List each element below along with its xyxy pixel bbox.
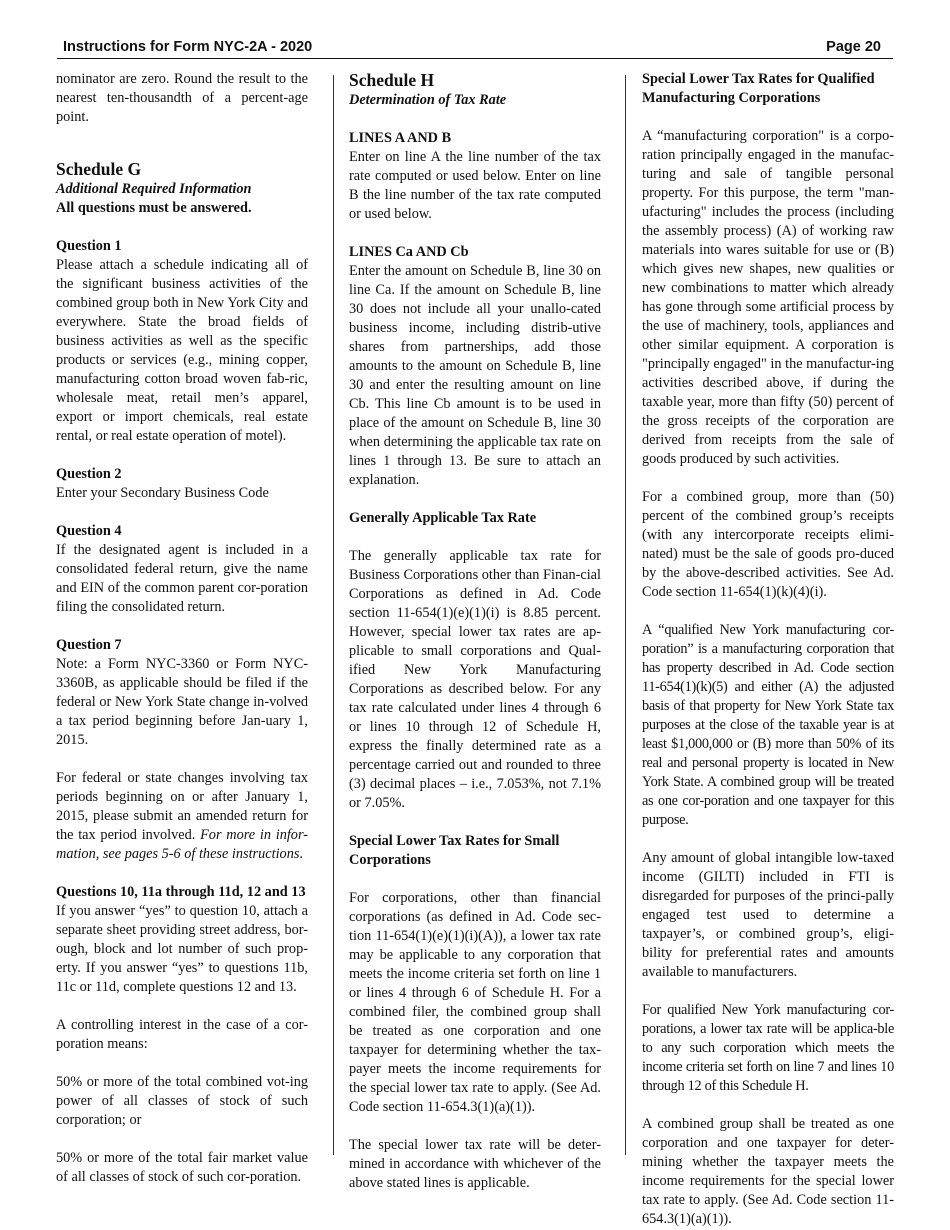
general-rate-title: Generally Applicable Tax Rate (349, 510, 537, 526)
question-4-text: If the designated agent is included in a consolidated federal return, give the name and EIN of the common parent cor-poration filing the consolidated return. (56, 542, 308, 615)
question-4-title: Question 4 (56, 523, 122, 539)
schedule-g-subtitle: Additional Required Information (56, 181, 252, 197)
general-rate-text: The generally applicable tax rate for Business Corporations other than Finan-cial Corporations as defined in Ad. Code section 11-654(1)(e)(1)(i) is 8.85 percent. However, special lower tax rates are ap-plicable to small corporations and Qual-ified New York Manufacturing Corporations as described below. For any tax rate calculated under lines 4 through 6 or lines 10 through 12 of Schedule H, express the finally determined rate as a percentage carried out and rounded to three (3) decimal places – i.e., 7.053%, not 7.1% or 7.05%. (349, 548, 601, 811)
question-2-title: Question 2 (56, 466, 122, 482)
schedule-g-note: All questions must be answered. (56, 200, 252, 216)
column-divider (625, 75, 626, 1155)
form-title: Instructions for Form NYC-2A - 2020 (63, 39, 313, 55)
question-1-title: Question 1 (56, 238, 122, 254)
schedule-h-title: Schedule H (349, 70, 435, 90)
column-right (642, 70, 894, 1229)
small-corp-text: For corporations, other than financial corporations (as defined in Ad. Code sec-tion 11-654(1)(e)(1)(i)(A)), a lower tax rate may be applicable to any corporation that meets the income criteria set forth on line 1 or lines 4 through 6 of Schedule H. For a combined filer, the combined group shall be treated as one corporation and one taxpayer for determining whether the tax-payer meets the income requirements for the special lower tax rate to apply. (See Ad. Code section 11-654.3(1)(a)(1)). (349, 890, 601, 1115)
combined-group-receipts: For a combined group, more than (50) percent of the combined group’s receipts (with any intercorporate receipts elimi-nated) must be the sale of goods pro-duced by the above-described activities. See Ad. Code section 11-654(1)(k)(4)(i). (642, 489, 894, 600)
controlling-interest-value: 50% or more of the total fair market value of all classes of stock of such cor-poration. (56, 1150, 308, 1185)
page-header (57, 38, 893, 58)
controlling-interest-voting: 50% or more of the total combined vot-ing power of all classes of stock of such corporation; or (56, 1074, 308, 1128)
qualified-lower-rate: For qualified New York manufacturing cor-porations, a lower tax rate will be applica-ble to any such corporation which meets the income criteria set forth on line 7 and lines 10 through 12 of this Schedule H. (642, 1002, 894, 1094)
column-divider (333, 75, 334, 1155)
controlling-interest-text: A controlling interest in the case of a cor-poration means: (56, 1017, 308, 1052)
manufacturing-title: Special Lower Tax Rates for Qualified Manufacturing Corporations (642, 71, 875, 106)
header-divider (57, 58, 893, 59)
intro-paragraph: nominator are zero. Round the result to the nearest ten-thousandth of a percent-age point. (56, 71, 308, 125)
column-middle (349, 70, 601, 1193)
lines-ca-cb-title: LINES Ca AND Cb (349, 244, 469, 260)
question-7-reference: For more in infor-mation, see pages 5-6 of these instructions (56, 827, 308, 862)
questions-10-13-text: If you answer “yes” to question 10, attach a separate sheet providing street address, bor-ough, block and lot number of such prop-erty. If you answer “yes” to questions 11b, 11c or 11d, complete questions 12 and 13. (56, 903, 308, 995)
manufacturing-definition: A “manufacturing corporation" is a corpo-ration principally engaged in the manufac-turing and sale of tangible personal property. For this purpose, the term "man-ufacturing" includes the process (including the assembly process) (A) of working raw materials into wares suitable for use or (B) which gives new shapes, new qualities or new combinations to matter which already has gone through some artificial process by the use of machinery, tools, appliances and other similar equipment. A corporation is "principally engaged" in the manufactur-ing activities described above, if during the taxable year, more than fifty (50) percent of the gross receipts of the corporation are derived from receipts from the sale of goods produced by such activities. (642, 128, 894, 467)
schedule-h-subtitle: Determination of Tax Rate (349, 92, 507, 108)
gilti-paragraph: Any amount of global intangible low-taxed income (GILTI) included in FTI is disregarded for purposes of the princi-pally engaged test used to determine a taxpayer’s, or combined group’s, eligi-bility for preferential rates and amounts available to manufacturers. (642, 850, 894, 980)
question-7-title: Question 7 (56, 637, 122, 653)
combined-group-taxpayer: A combined group shall be treated as one corporation and one taxpayer for deter-mining whether the taxpayer meets the income requirements for the special lower tax rate to apply. (See Ad. Code section 11-654.3(1)(a)(1)). (642, 1116, 894, 1227)
lines-a-b-text: Enter on line A the line number of the tax rate computed or used below. Enter on line B the line number of the tax rate computed or used below. (349, 149, 601, 222)
question-1-text: Please attach a schedule indicating all of the significant business activities of the combined group both in New York City and everywhere. State the broad fields of business activities as well as the specific products or services (e.g., mining copper, manufacturing cotton broad woven fab-ric, wholesale meat, retail men’s apparel, export or import chemicals, real estate rental, or real estate operation of motel). (56, 257, 308, 444)
schedule-g-title: Schedule G (56, 159, 142, 179)
questions-10-13-title: Questions 10, 11a through 11d, 12 and 13 (56, 884, 306, 900)
page-number: Page 20 (826, 39, 881, 55)
lines-a-b-title: LINES A AND B (349, 130, 452, 146)
small-corp-text-2: The special lower tax rate will be deter-mined in accordance with whichever of the above stated lines is applicable. (349, 1137, 601, 1191)
small-corp-title: Special Lower Tax Rates for Small Corporations (349, 833, 560, 868)
question-7-text-2: For federal or state changes involving tax periods beginning on or after January 1, 2015, please submit an amended return for the tax period involved. For more in infor-mation, see pages 5-6 of these instructions. (56, 770, 308, 862)
question-7-text: Note: a Form NYC-3360 or Form NYC-3360B, as applicable should be filed if the federal or New York State change in-volved a tax period beginning before Jan-uary 1, 2015. (56, 656, 308, 748)
lines-ca-cb-text: Enter the amount on Schedule B, line 30 on line Ca. If the amount on Schedule B, line 30 does not include all your unallo-cated business income, including distrib-utive shares from partnerships, add those amounts to the amount on Schedule B, line 30 and enter the resulting amount on line Cb. This line Cb amount is to be used in place of the amount on Schedule B, line 30 when determining the applicable tax rate on lines 1 through 13. Be sure to attach an explanation. (349, 263, 601, 488)
question-2-text: Enter your Secondary Business Code (56, 485, 269, 501)
qualified-ny-manufacturing: A “qualified New York manufacturing cor-poration” is a manufacturing corporation that has property described in Ad. Code section 11-654(1)(k)(5) and either (A) the adjusted basis of that property for New York State tax purposes at the close of the taxable year is at least $1,000,000 or (B) more than 50% of its real and personal property is located in New York State. A combined group will be treated as one cor-poration and one taxpayer for this purpose. (642, 622, 894, 828)
column-left (56, 70, 308, 1187)
